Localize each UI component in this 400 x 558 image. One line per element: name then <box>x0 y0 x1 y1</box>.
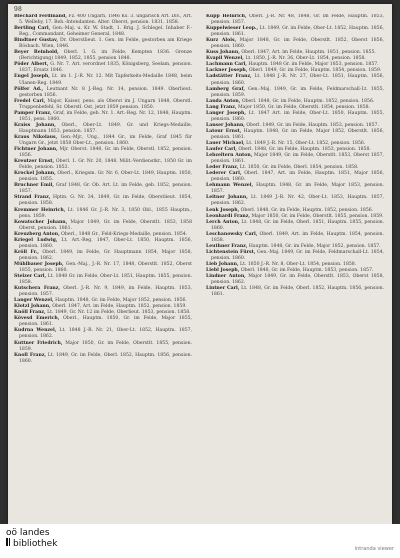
entry-text: Hptm. G. Nr. 34, 1849, Gr. im Felde, Oberstlieut. 1854, pension. 1858. <box>19 195 192 207</box>
entry-name: Lackner Joseph, <box>206 68 248 74</box>
viewer-footer <box>0 524 400 558</box>
logo-line-1: oö landes <box>6 528 50 538</box>
entry-name: Lachmann Carl, <box>206 62 247 68</box>
entry-name: Kreutzer Ernst, <box>14 159 55 165</box>
entry-name: Kreuzberg Anton, <box>14 231 60 237</box>
entry-name: Laufer Carl, <box>206 147 237 153</box>
entry-name: Kutschera Franz, <box>14 286 60 292</box>
entry-name: Kowatscher Johann, <box>14 219 68 225</box>
entry-text: Lt. 1848 J.-R. Nr. 27, Ober-Lt. 1851, Hauptm. 1856, pension. 1860. <box>211 74 384 86</box>
entry-text: Gen.-Maj., J.-R. Nr. 17, 1848, Oberstlt. 1852, Oberst 1855, pension. 1860. <box>19 261 192 273</box>
entry-name: Knoll Franz, <box>14 352 47 358</box>
register-entry <box>14 87 192 99</box>
entry-name: Engel Joseph, <box>14 74 50 80</box>
entry-text: Lt. 1849, Gr. im Felde, Oberl. 1852, Hauptm. 1856, pension. 1860. <box>19 352 192 364</box>
entry-name: Knöll Franz, <box>14 310 46 316</box>
entry-name: Lehmann Wenzel, <box>206 183 254 189</box>
entry-name: Lichtenstein Fürst, <box>206 249 256 255</box>
entry-text: Lt. 1847 Art. im Felde, Ober-Lt. 1850, Hauptm. 1855, pension. 1860. <box>211 110 384 122</box>
entry-name: Kupp Heinrich, <box>206 14 247 19</box>
entry-text: Leutnant Nr. 8 J.-Reg. Nr. 14, pension. 1849. Oberlieut. gestorben 1856. <box>19 86 192 98</box>
entry-name: Pöder Albert, <box>14 62 49 68</box>
entry-text: Oberl., Hauptm. 1850, Gr. im Felde, Major 1855, pension. 1861. <box>19 316 192 328</box>
entry-text: Oberl. 1848, Gr. im Felde, Hauptm. 1853, pension. 1857. <box>240 267 374 273</box>
entry-text: Lt. 1848 Gr. im Felde, Ober-Lt. 1851, Hauptm. 1855, pension. 1858. <box>19 274 192 286</box>
entry-text: Dr. Oberstlieut. 1. Gen. im Felde, gestorben am Kriege Bösbach. Wien, 1846. <box>19 38 192 50</box>
entry-text: Hauptm. 1848, Gr. im Felde, Major 1852, pension. 1856. <box>55 298 187 304</box>
register-entry <box>206 87 384 99</box>
entry-text: Gen.-Maj. 1849, Gr. im Felde, Feldmarschall-Lt. 1854, pension. 1860. <box>211 249 384 261</box>
entry-name: Lenk Joseph, <box>206 207 240 213</box>
entry-name: Leonhardi Franz, <box>206 213 250 219</box>
entry-text: Lt. 1850 J.-R. Nr. 8, Ober-Lt. 1854, pension. 1858. <box>240 261 357 267</box>
entry-name: Bindtner Gustav, <box>14 38 58 44</box>
register-entry <box>14 208 192 220</box>
register-entry <box>14 274 192 286</box>
entry-text: Major, Kaiser, pens. als Oberst im J. Ungarn 1848, Oberstl. Truppenbefehl, Sr. Oberstl. Ost, jetzt 1859 pension. 1850. <box>19 98 192 110</box>
entry-name: Ladstätter Franz, <box>206 74 252 80</box>
register-entry <box>206 171 384 183</box>
register-entry <box>206 38 384 50</box>
entry-name: Langer Joseph, <box>206 110 246 116</box>
entry-text: Oberl. 1847, Art. im Felde, Hauptm. 1851, pension. 1855. <box>241 50 376 56</box>
register-entry <box>14 220 192 232</box>
entry-name: Latour Ernst, <box>206 128 242 134</box>
entry-text: Lt. 1849, Gr. im Felde, Ober-Lt. 1852, Hauptm. 1856, pension. 1861. <box>211 26 384 38</box>
entry-text: Oberl. 1849, Gr. im Felde, Hauptm. 1854, pension. 1859. <box>248 68 382 74</box>
entry-name: Lebzeltern Anton, <box>206 153 253 159</box>
register-entry <box>14 183 192 195</box>
entry-text: Gen.-Maj. 1849, Gr. im Felde, Feldmarschall-Lt. 1855, pension. 1859. <box>211 86 384 98</box>
register-entry <box>14 50 192 62</box>
entry-text: Lt. 1848, Gr. im Felde, Oberl. 1852, Hauptm. 1856, pension. 1861. <box>211 286 384 298</box>
entry-name: Pölfer Ad., <box>14 86 44 92</box>
entry-name: Kraiss Johann, <box>14 122 56 128</box>
register-entry <box>206 250 384 262</box>
entry-text: Lt. 1850, Gr. im Felde, Oberl. 1854, pension. 1858. <box>239 165 359 171</box>
entry-text: Graf, im Felde, geb. Nr. 1. Art.-Reg. Nr. 12, 1848, Hauptm. 1851, pens. 1860. <box>19 110 192 122</box>
entry-text: Fz. 400 Ungarn, 1846 Ks. 3. ungarisch Art. Div., Art. 5. Welleby, 17. Beh.-Intendanten. Alter. Oberst, pension. 1831. 1858. <box>19 14 192 26</box>
entry-name: Krockel Johann, <box>14 171 56 177</box>
entry-text: Oberl. 1848, Gr. im Felde, Hauptm. 1853, pension. 1858. <box>238 147 371 153</box>
register-entry <box>14 62 192 74</box>
entry-name: Bertling Carl, <box>14 26 51 32</box>
entry-text: Lt. 1848, Gr. im Felde, Oberl. 1851, Hauptm. 1855, pension. 1860. <box>211 219 384 231</box>
entry-name: Leder Franz, <box>206 165 239 171</box>
register-entry <box>14 353 192 365</box>
document-page <box>8 4 392 524</box>
entry-name: Fredel Carl, <box>14 98 46 104</box>
entry-name: Kröll Fr., <box>14 249 39 255</box>
entry-name: Kudrna Wenzel, <box>14 328 57 334</box>
entry-name: Kuppelwieser Leop., <box>206 26 259 32</box>
register-entry <box>206 220 384 232</box>
register-entry <box>206 232 384 244</box>
entry-name: Leschanowsky Carl, <box>206 231 258 237</box>
entry-text: Oberl. 1848, Gr. im Felde, Hauptm. 1852, pension. 1856. <box>240 207 374 213</box>
entry-text: Lt. 1849 J.-R. Nr. 42, Ober-Lt. 1853, Hauptm. 1857, pension. 1862. <box>211 195 384 207</box>
entry-text: Lt. im 1. J.-R. Nr. 12. Mit Tapferkeits-Medaille 1848, beim Ulanen-Reg. 1849. <box>19 74 192 86</box>
viewer-credit[interactable]: intranda viewer <box>354 546 394 552</box>
entry-name: Lerch Anton, <box>206 219 240 225</box>
entry-name: Lang Franz, <box>206 104 237 110</box>
entry-text: Oberl., Kriegsm. Gr. Nr. 6, Ober-Lt. 1849, Hauptm. 1850, pension. 1855. <box>19 171 192 183</box>
register-entry <box>14 123 192 135</box>
entry-text: Mjr. Oberst. 1848, Gr. im Felde, Oberstl. 1852, pension. 1856. <box>19 147 192 159</box>
entry-text: Hauptm. 1848 Gr. im Felde, Major 1853, pension. 1857. <box>248 62 379 68</box>
entry-name: Stelzer Carl, <box>14 274 47 280</box>
register-entry <box>14 74 192 86</box>
entry-text: Lt. 1849, Gr. Nr. 12 im Felde, Oberlieut. 1853, pension. 1858. <box>47 310 191 316</box>
entry-text: Oberl. 1849, im Felde, Gr. Hauptmann 1854, Major 1858, pension. 1862. <box>19 249 192 261</box>
register-entry <box>14 171 192 183</box>
entry-text: Hauptm. 1848, Gr. im Felde, Major 1852, Oberstlt. 1856, pension. 1861. <box>211 128 384 140</box>
left-column <box>14 14 192 519</box>
entry-text: Lt. 1849 J.-R. Nr. 15, Ober-Lt. 1852, pension. 1856. <box>246 140 366 146</box>
logo-line-2: bibliothek <box>13 539 58 549</box>
entry-name: Lindner Anton, <box>206 274 246 280</box>
entry-name: Lamberg Graf, <box>206 86 245 92</box>
entry-text: Oberl., 1848 Gr., Feld-Kriegs-Medaille, pension. 1854. <box>61 231 188 237</box>
entry-name: Bruchner Emil, <box>14 183 55 189</box>
register-entry <box>206 111 384 123</box>
register-entry <box>14 328 192 340</box>
entry-name: Kremmer Heinrich, <box>14 207 66 213</box>
entry-text: Lt. 1848 J.-R. Nr. 21, Ober-Lt. 1852, Hauptm. 1857, pension. 1862. <box>19 328 192 340</box>
entry-name: Pamper Franz, <box>14 110 52 116</box>
entry-text: Lt. Art.-Reg. 1847, Ober-Lt. 1850, Hauptm. 1856, pension. 1860. <box>19 237 192 249</box>
register-entry <box>206 26 384 38</box>
register-entry <box>206 129 384 141</box>
right-column <box>206 14 384 519</box>
register-entry <box>14 238 192 250</box>
register-entry <box>14 26 192 38</box>
entry-text: Major 1850, Gr. im Felde, Oberstlt. 1855, pension. 1859. <box>19 340 192 352</box>
entry-text: Major 1850, Gr. im Felde, Oberstlt. 1854, pension. 1858. <box>237 104 371 110</box>
register-entry <box>14 159 192 171</box>
entry-text: Oberl. 1848, Gr. im Felde, Hauptm. 1852, pension. 1856. <box>241 98 375 104</box>
entry-name: Langer Wenzel, <box>14 298 54 304</box>
entry-name: Strand Franz, <box>14 195 51 201</box>
entry-text: Oberl. 1847, Art. im Felde, Hauptm. 1852, pension. 1859. <box>52 304 187 310</box>
register-entry <box>206 274 384 286</box>
register-entry <box>14 135 192 147</box>
entry-name: Kurz Alois, <box>206 38 237 44</box>
entry-name: Kövesd Emerich, <box>14 316 60 322</box>
entry-text: Major 1849, Gr. im Felde, Oberstlt. 1853, 1858 Oberst, pension. 1861. <box>19 219 192 231</box>
entry-name: Blechard Ferdinand, <box>14 14 67 19</box>
register-entry <box>14 111 192 123</box>
entry-name: Mühlbauer Joseph, <box>14 261 64 267</box>
register-entry <box>14 14 192 26</box>
entry-name: Lauer Michael, <box>206 140 245 146</box>
register-entry <box>14 250 192 262</box>
entry-text: Oberl. J.-R. Nr. 9, 1849, im Felde, Hauptm. 1853, pension. 1857. <box>19 286 192 298</box>
register-entry <box>14 286 192 298</box>
entry-text: Major 1850, Gr. im Felde, Oberstlt. 1855, pension. 1859. <box>251 213 384 219</box>
entry-name: Beyer Reinhold, <box>14 50 59 56</box>
entry-text: Oberl. 1849, Art. im Felde, Hauptm. 1854, pension. 1858. <box>211 231 384 243</box>
entry-name: Kuss Johann, <box>206 50 240 56</box>
entry-text: Oberl. 1. Gr. Nr. 20, 1848. Milit.-Verdienstkr., 1850 Gr. im Felde, pension. 1853. <box>19 159 192 171</box>
entry-name: Leuthner Franz, <box>206 243 248 249</box>
entry-text: Hauptm. 1848, Gr. im Felde, Major 1852, pension. 1857. <box>248 243 381 249</box>
entry-name: Fichtner Johann, <box>14 147 58 153</box>
entry-name: Klotzl Johann, <box>14 304 51 310</box>
entry-text: Hauptm. 1848, Gr. im Felde, Major 1853, pension. 1857. <box>211 183 384 195</box>
register-entry <box>206 195 384 207</box>
register-entry <box>206 14 384 26</box>
register-entry <box>206 153 384 165</box>
page-number: 98 <box>14 6 23 13</box>
register-entry <box>14 316 192 328</box>
entry-text: Lt. 1850, J.-R. Nr. 36, Ober-Lt. 1854, pension. 1858. <box>245 56 366 62</box>
entry-name: Kraus Nikolaus, <box>14 134 58 140</box>
entry-text: Oberl. 1847, Art. im Felde, Hauptm. 1851, Major 1856, pension. 1860. <box>211 171 384 183</box>
entry-text: Lt. 1846 Gr. J.-R. Nr. 3, 1850 Obl., 1855 Hauptm., pens. 1859. <box>19 207 192 219</box>
entry-text: Graf 1848, Gr. Ob. Art. Lt. im Felde, geb. 1852, pension. 1857. <box>19 183 192 195</box>
entry-text: Major 1848, Gr. im Felde, Oberstlt. 1852, Oberst 1856, pension. 1860. <box>211 38 384 50</box>
entry-text: Oberl. 1849, Gr. im Felde, Hauptm. 1853, pension. 1857. <box>246 122 379 128</box>
entry-text: Gen.-Maj. u. Kr. W. Stadt, 1. Brig. J. Schlegel. Inhaber F.-Reg., Commandant, Geheimer General, 1848. <box>19 26 192 38</box>
logo-bars-icon <box>6 538 11 549</box>
entry-name: Lintner Carl, <box>206 286 240 292</box>
register-entry <box>14 147 192 159</box>
entry-text: Oberl., Ober-Lt. 1849. Gr. und Kriegs-Medaille, Hauptmann 1853, pension. 1857. <box>19 122 192 134</box>
entry-text: Gen.-Mjr., Ung., 1844 Gr., im Felde, Graf 1845 für Ungarn Gr., jetzt 1858 Ober-Lt., pension. 1860. <box>19 134 192 146</box>
entry-name: Kuttner Friedrich, <box>14 340 63 346</box>
entry-name: Leitner Johann, <box>206 195 248 201</box>
entry-text: Oberl. I. G. im Felde, Kempten 1836. Grenze (Berichtigung) 1849, 1852, 1855, pension 1848. <box>19 50 192 62</box>
library-logo[interactable] <box>6 528 57 549</box>
register-entry <box>206 74 384 86</box>
entry-name: Liebl Joseph, <box>206 267 240 273</box>
entry-text: Major 1849, Gr. im Felde, Oberstlt. 1853, Oberst 1858, pension. 1862. <box>211 274 384 286</box>
entry-name: Kvapil Wenzel, <box>206 56 244 62</box>
register-entry <box>14 99 192 111</box>
entry-name: Landa Anton, <box>206 98 241 104</box>
entry-text: Major 1849, Gr. im Felde, Oberstlt. 1853, Oberst 1857, pension. 1861. <box>211 153 384 165</box>
register-entry <box>206 286 384 298</box>
register-entry <box>14 262 192 274</box>
register-entry <box>14 195 192 207</box>
register-entry <box>14 341 192 353</box>
register-entry <box>206 183 384 195</box>
register-entry <box>14 38 192 50</box>
entry-text: G. Nr. 7. Art. verordnet 1835, Königsberg, Seelam, pension. 1837, Ersatz 1846. <box>19 62 192 74</box>
entry-name: Lanser Johann, <box>206 122 245 128</box>
entry-text: Oberl. J.-R. Nr. 48, 1848, Gr. im Felde, Hauptm. 1853, pension. 1857. <box>211 14 384 26</box>
entry-name: Kriegel Ludwig, <box>14 237 58 243</box>
entry-name: Lieb Johann, <box>206 261 239 267</box>
entry-name: Lederer Carl, <box>206 171 242 177</box>
